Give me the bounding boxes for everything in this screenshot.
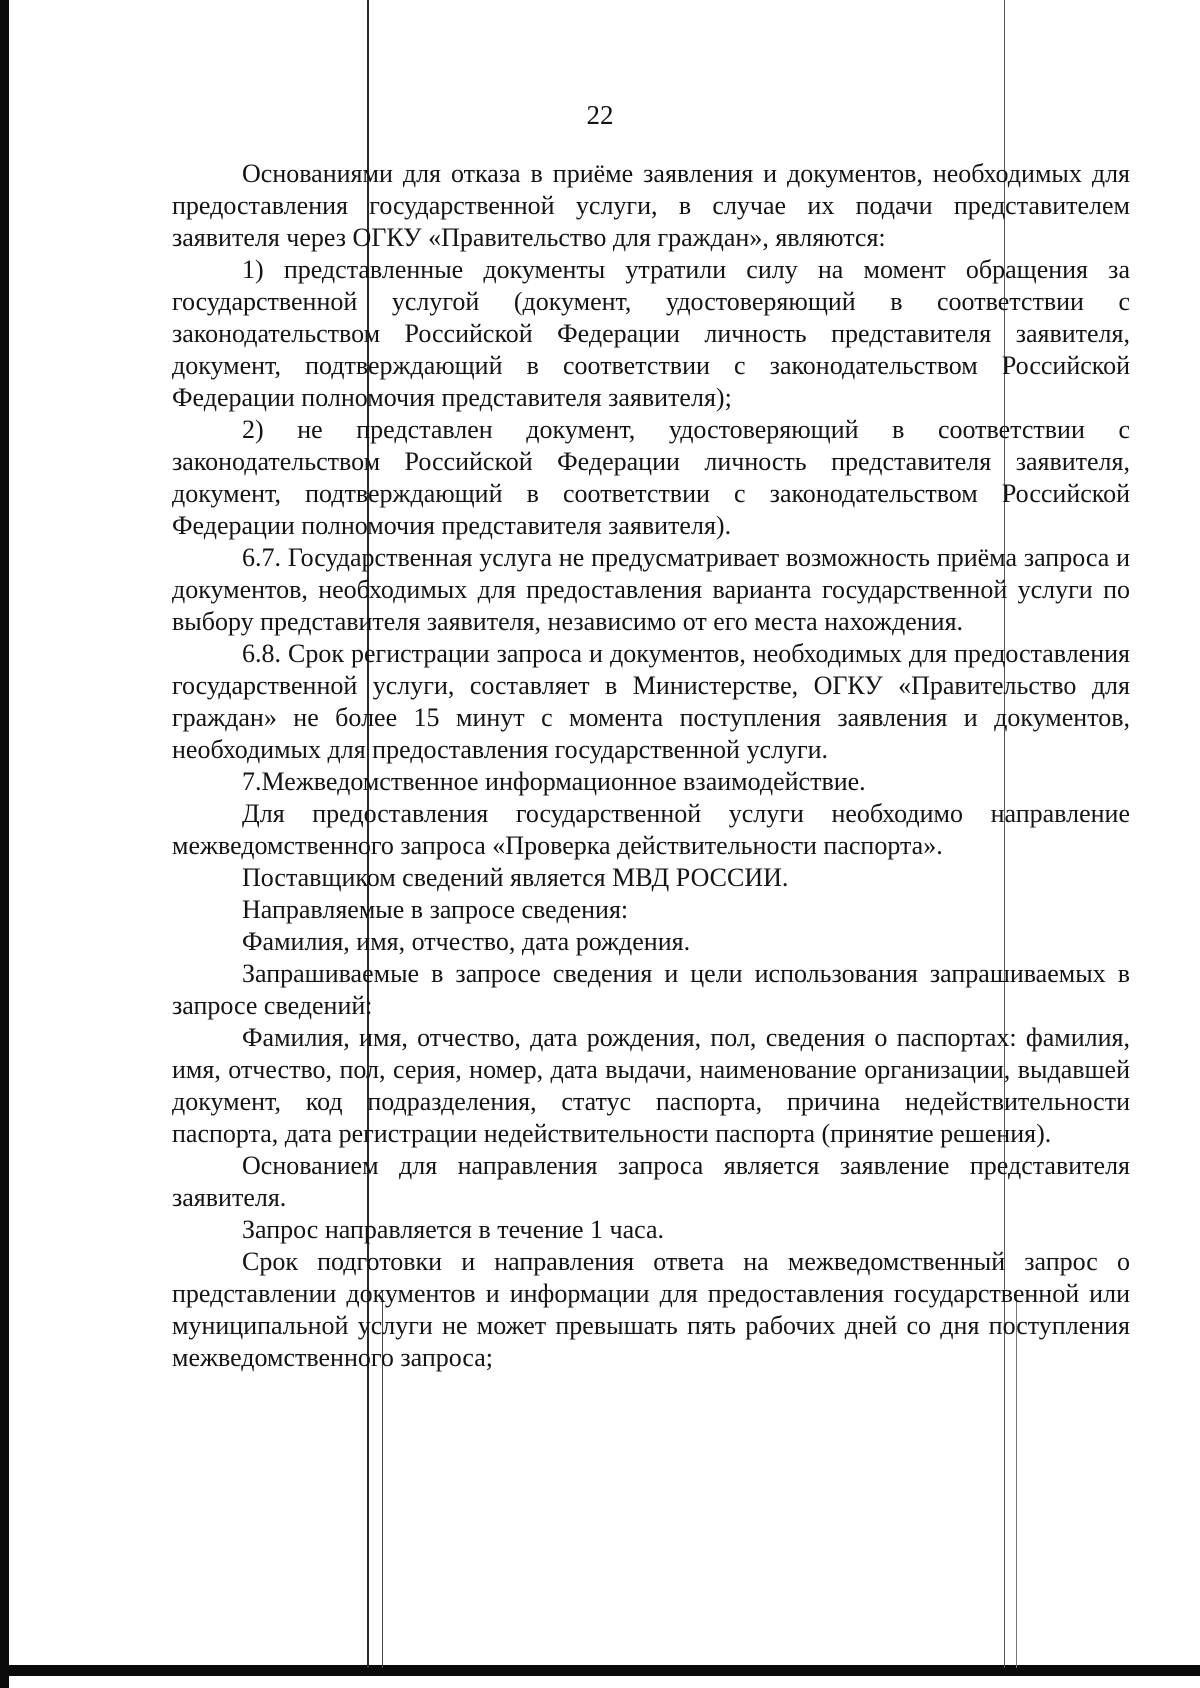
paragraph-timing: Запрос направляется в течение 1 часа.: [242, 1215, 665, 1244]
paragraph-requested-data: Фамилия, имя, отчество, дата рождения, пол, сведения о паспортах: фамилия, имя, отчество, пол, серия, номер, дата выдачи, наименование организации, выдавшей документ, код подразделения, статус паспорта, причина недействительности паспорта, дата регистрации недействительности паспорта (принятие решения).: [172, 1023, 1130, 1148]
paragraph-request: Для предоставления государственной услуги необходимо направление межведомственного запроса «Проверка действительности паспорта».: [172, 799, 1130, 860]
scan-border-bottom: [0, 1665, 1200, 1676]
paragraph-sent-data-label: Направляемые в запросе сведения:: [242, 895, 629, 924]
paragraph-response-deadline: Срок подготовки и направления ответа на межведомственный запрос о представлении документов и информации для предоставления государственной или муниципальной услуги не может превышать пять рабочих дней со дня поступления межведомственного запроса;: [172, 1247, 1130, 1372]
paragraph-item-1: 1) представленные документы утратили силу на момент обращения за государственной услугой (документ, удостоверяющий в соответствии с законодательством Российской Федерации личность представителя заявителя, документ, подтверждающий в соответствии с законодательством Российской Федерации полномочия представителя заявителя);: [172, 255, 1130, 412]
paragraph-6-8: 6.8. Срок регистрации запроса и документов, необходимых для предоставления государственной услуги, составляет в Министерстве, ОГКУ «Правительство для граждан» не более 15 минут с момента поступления заявления и документов, необходимых для предоставления государственной услуги.: [172, 639, 1130, 764]
paragraph-refusal-grounds: Основаниями для отказа в приёме заявления и документов, необходимых для предоставления государственной услуги, в случае их подачи представителем заявителя через ОГКУ «Правительство для граждан», являются:: [172, 159, 1130, 252]
paragraph-item-2: 2) не представлен документ, удостоверяющий в соответствии с законодательством Российской Федерации личность представителя заявителя, документ, подтверждающий в соответствии с законодательством Российской Федерации полномочия представителя заявителя).: [172, 415, 1130, 540]
document-body: [172, 158, 1130, 1374]
paragraph-requested-data-label: Запрашиваемые в запросе сведения и цели использования запрашиваемых в запросе сведений:: [172, 959, 1130, 1020]
scan-border-left: [0, 0, 9, 1688]
paragraph-6-7: 6.7. Государственная услуга не предусматривает возможность приёма запроса и документов, необходимых для предоставления варианта государственной услуги по выбору представителя заявителя, независимо от его места нахождения.: [172, 543, 1130, 636]
paragraph-provider: Поставщиком сведений является МВД РОССИИ.: [242, 863, 789, 892]
paragraph-basis: Основанием для направления запроса является заявление представителя заявителя.: [172, 1151, 1130, 1212]
page-number: 22: [586, 100, 614, 130]
paragraph-sent-data: Фамилия, имя, отчество, дата рождения.: [242, 927, 691, 956]
section-heading-7: 7.Межведомственное информационное взаимодействие.: [242, 767, 866, 796]
